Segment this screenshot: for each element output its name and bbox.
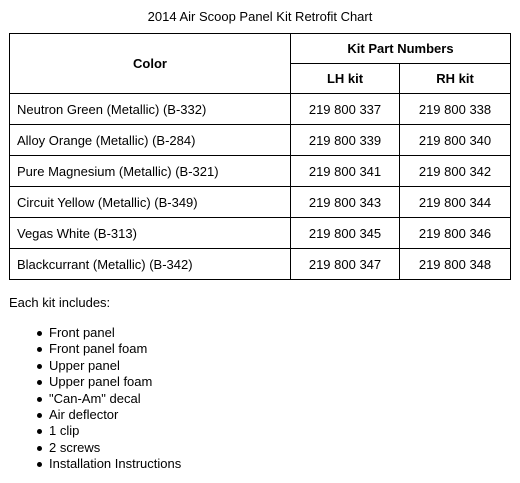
- list-item-label: "Can-Am" decal: [49, 390, 141, 406]
- table-row: [10, 187, 511, 218]
- lh-kit-cell: 219 800 337: [291, 94, 400, 125]
- color-cell: Neutron Green (Metallic) (B-332): [10, 94, 291, 125]
- color-cell: Alloy Orange (Metallic) (B-284): [10, 125, 291, 156]
- bullet-icon: [37, 331, 42, 336]
- list-item-label: Installation Instructions: [49, 456, 182, 472]
- bullet-icon: [37, 446, 42, 451]
- list-item-label: Upper panel: [49, 357, 120, 373]
- list-item-label: Front panel: [49, 325, 115, 340]
- color-cell: Circuit Yellow (Metallic) (B-349): [10, 187, 291, 218]
- kit-includes-list: [33, 325, 181, 473]
- rh-kit-cell: 219 800 344: [400, 187, 511, 218]
- rh-kit-cell: 219 800 342: [400, 156, 511, 187]
- table-row: [10, 125, 511, 156]
- list-item: [33, 440, 181, 456]
- table-row: [10, 156, 511, 187]
- list-item: [33, 423, 181, 439]
- rh-kit-cell: 219 800 348: [400, 249, 511, 280]
- list-item-label: Front panel foam: [49, 341, 148, 357]
- list-item: [33, 391, 181, 407]
- retrofit-table: [9, 33, 511, 280]
- table-row: [10, 94, 511, 125]
- list-item: [33, 358, 181, 374]
- table-row: [10, 249, 511, 280]
- bullet-icon: [37, 397, 42, 402]
- bullet-icon: [37, 364, 42, 369]
- color-column-header: Color: [10, 34, 291, 94]
- rh-kit-cell: 219 800 340: [400, 125, 511, 156]
- lh-kit-cell: 219 800 341: [291, 156, 400, 187]
- bullet-icon: [37, 347, 42, 352]
- rh-kit-header: RH kit: [400, 64, 511, 94]
- table-row: [10, 218, 511, 249]
- list-item-label: Air deflector: [49, 406, 119, 422]
- bullet-icon: [37, 413, 42, 418]
- bullet-icon: [37, 429, 42, 434]
- kit-part-numbers-header: Kit Part Numbers: [291, 34, 511, 64]
- bullet-icon: [37, 462, 42, 467]
- table-header-row: [10, 34, 511, 64]
- kit-includes-heading: Each kit includes:: [9, 295, 111, 310]
- rh-kit-cell: 219 800 346: [400, 218, 511, 249]
- lh-kit-header: LH kit: [291, 64, 400, 94]
- list-item-label: 1 clip: [49, 423, 80, 439]
- lh-kit-cell: 219 800 345: [291, 218, 400, 249]
- color-cell: Pure Magnesium (Metallic) (B-321): [10, 156, 291, 187]
- list-item-label: Upper panel foam: [49, 374, 153, 390]
- lh-kit-cell: 219 800 339: [291, 125, 400, 156]
- lh-kit-cell: 219 800 347: [291, 249, 400, 280]
- lh-kit-cell: 219 800 343: [291, 187, 400, 218]
- rh-kit-cell: 219 800 338: [400, 94, 511, 125]
- bullet-icon: [37, 380, 42, 385]
- color-cell: Vegas White (B-313): [10, 218, 291, 249]
- list-item: [33, 407, 181, 423]
- list-item: [33, 341, 181, 357]
- color-cell: Blackcurrant (Metallic) (B-342): [10, 249, 291, 280]
- list-item: [33, 374, 181, 390]
- list-item: [33, 456, 181, 472]
- list-item: [33, 325, 181, 341]
- list-item-label: 2 screws: [49, 439, 101, 455]
- page-title: 2014 Air Scoop Panel Kit Retrofit Chart: [147, 9, 373, 24]
